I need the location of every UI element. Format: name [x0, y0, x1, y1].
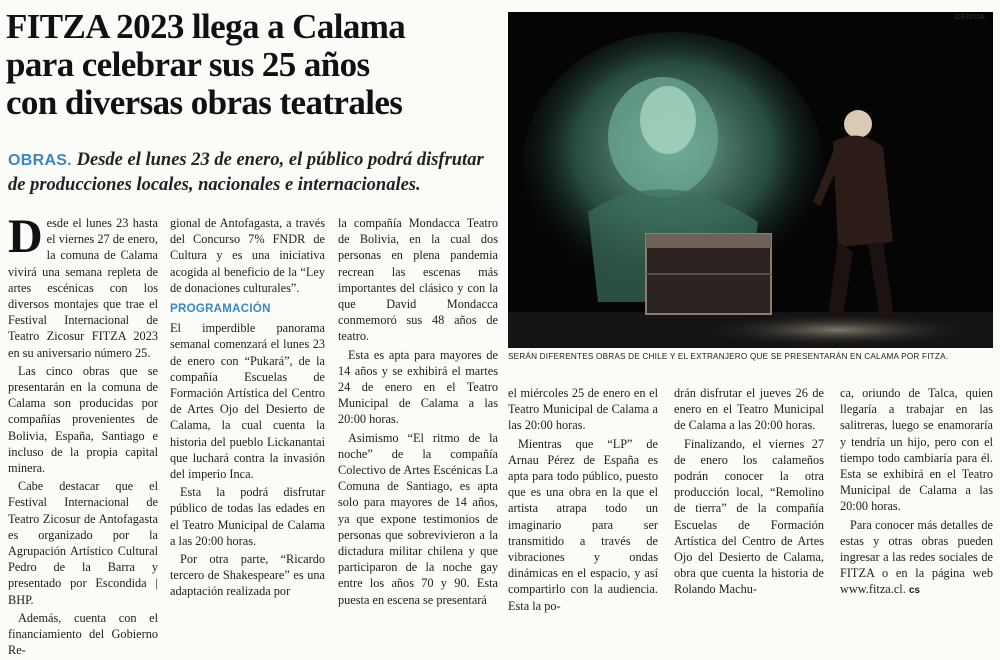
photo-caption: SERÁN DIFERENTES OBRAS DE CHILE Y EL EXTRANJERO QUE SE PRESENTARÁN EN CALAMA POR FITZA.	[508, 352, 949, 361]
col4-paragraph-2: Mientras que “LP” de Arnau Pérez de España es apta para todo público, puesto que es una obra en la que el artista atrapa todo un imaginario para ser transmitido a través de vibraciones y ondas dinámicas en el espacio, y así compartirlo con la audiencia. Esta la po-	[508, 436, 658, 613]
col3-paragraph-1: la compañía Mondacca Teatro de Bolivia, en la cual dos personas en plena pandemia recrean las escenas más importantes del clásico y con la que David Mondacca conmemoró sus 48 años de teatro.	[338, 216, 498, 344]
col3-paragraph-3: Asimismo “El ritmo de la noche” de la compañía Colectivo de Artes Escénicas La Comuna de Santiago, es apta solo para mayores de 14 años, ya que expone testimonios de personas que sobrevivieron a la dictadura militar chilena y que participaron de la noche gay entre los años 70 y 90. Esta puesta en escena se presentará	[338, 430, 498, 607]
col2-paragraph-2: El imperdible panorama semanal comenzará el lunes 23 de enero con “Pukará”, de la compañía Escuelas de Formación Artística del Centro de Artes Ojo del Desierto de Calama, la cual cuenta la historia del pueblo Lickanantai que luchará contra la invasión del imperio Inca.	[170, 321, 325, 482]
col6-paragraph-2: Para conocer más detalles de estas y otras obras pueden ingresar a las redes sociales de FITZA o en la página web www.fitza.cl.	[840, 517, 993, 597]
col5-paragraph-2: Finalizando, el viernes 27 de enero los calameños podrán conocer la otra producción local, “Remolino de tierra” de la compañía Escuelas de Formación Artística del Centro de Artes Ojo del Desierto de Calama, obra que cuenta la historia de Rolando Machu-	[674, 436, 824, 597]
headline-line-1: FITZA 2023 llega a Calama	[6, 7, 406, 46]
headline-line-3: con diversas obras teatrales	[6, 83, 403, 122]
article-column-3	[338, 215, 498, 610]
col1-paragraph-2: Las cinco obras que se presentarán en la comuna de Calama son producidas por compañías provenientes de Bolivia, España, Santiago e incluso de la propia capital minera.	[8, 363, 158, 476]
col3-paragraph-2: Esta es apta para mayores de 14 años y se exhibirá el martes 24 de enero en el Teatro Municipal de Calama a las 20:00 horas.	[338, 347, 498, 427]
col2-paragraph-1: gional de Antofagasta, a través del Concurso 7% FNDR de Cultura y es una iniciativa acogida al beneficio de la “Ley de donaciones culturales”.	[170, 216, 325, 295]
article-column-6	[840, 385, 993, 602]
col4-paragraph-1: el miércoles 25 de enero en el Teatro Municipal de Calama a las 20:00 horas.	[508, 386, 658, 433]
col2-paragraph-3: Esta la podrá disfrutar público de todas las edades en el Teatro Municipal de Calama a las 20:00 horas.	[170, 485, 325, 548]
lead-text: Desde el lunes 23 de enero, el público podrá disfrutar de producciones locales, nacionales e internacionales.	[8, 150, 484, 195]
author-endmark: cs	[908, 585, 920, 597]
photo-credit: CEDIDA	[955, 14, 985, 21]
article-column-5	[674, 385, 824, 600]
theatre-photo	[508, 12, 993, 348]
article-column-2	[170, 215, 325, 602]
headline-line-2: para celebrar sus 25 años	[6, 45, 370, 84]
headline	[6, 8, 496, 122]
lead-kicker: OBRAS.	[8, 152, 73, 169]
col1-paragraph-1: esde el lunes 23 hasta el viernes 27 de enero, la comuna de Calama vivirá una semana repleta de artes escénicas con los diversos montajes que trae el Festival Internacional de Teatro Zicosur FITZA 2023 en su aniversario número 25.	[8, 216, 158, 360]
dropcap: D	[8, 210, 43, 263]
lead-paragraph	[8, 148, 498, 198]
section-subhead: PROGRAMACIÓN	[170, 303, 271, 316]
article-column-1	[8, 210, 158, 660]
article-column-4	[508, 385, 658, 616]
col1-paragraph-4: Además, cuenta con el financiamiento del Gobierno Re-	[8, 610, 158, 658]
col2-paragraph-4: Por otra parte, “Ricardo tercero de Shakespeare” es una adaptación realizada por	[170, 552, 325, 599]
col5-paragraph-1: drán disfrutar el jueves 26 de enero en el Teatro Municipal de Calama a las 20:00 horas.	[674, 386, 824, 433]
stage-scene-image	[508, 12, 993, 348]
col6-paragraph-1: ca, oriundo de Talca, quien llegaría a trabajar en las salitreras, luego se enamoraría y tendría un hijo, pero con el tiempo todo cambiaría para él. Esta se exhibirá en el Teatro Municipal de Calama a las 20:00 horas.	[840, 386, 993, 514]
col1-paragraph-3: Cabe destacar que el Festival Internacional de Teatro Zicosur de Antofagasta es organizado por la Agrupación Artístico Cultural Pedro de la Barra y presentado por Escondida | BHP.	[8, 479, 158, 607]
